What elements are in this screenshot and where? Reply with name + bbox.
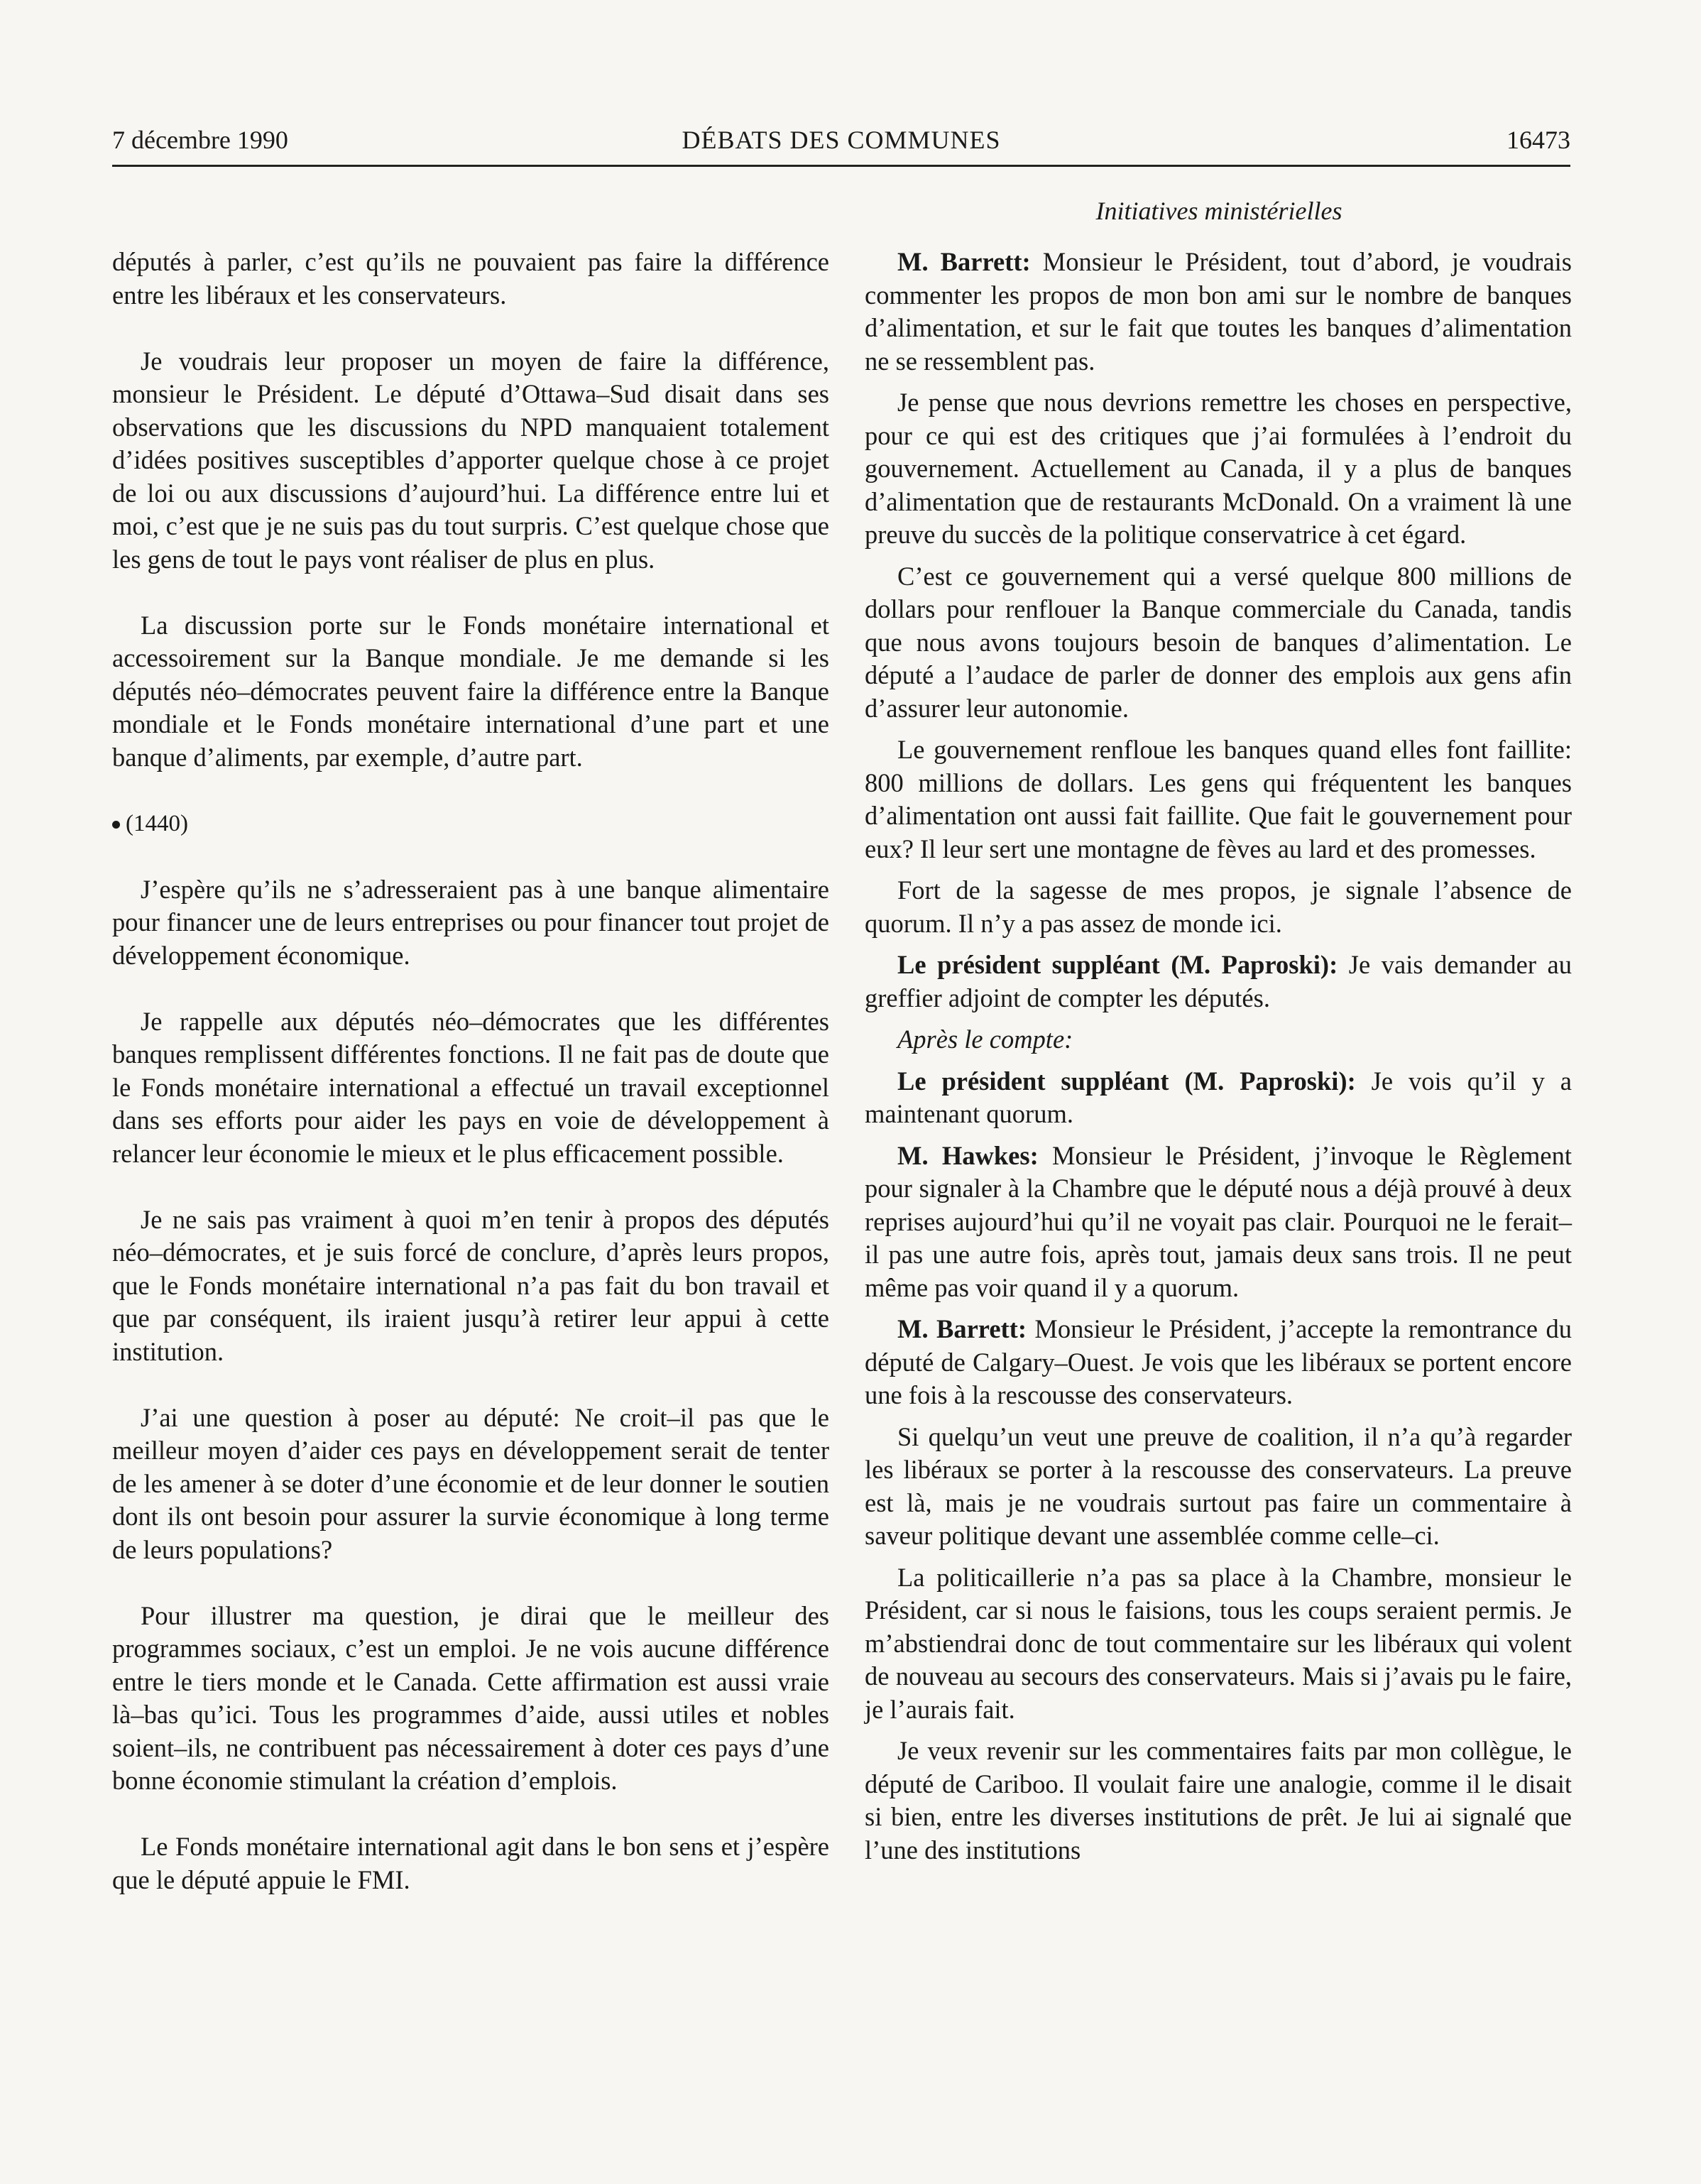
header-page-number: 16473: [1506, 126, 1570, 154]
paragraph: Si quelqu’un veut une preuve de coalition, il n’a qu’à regarder les libéraux se porter à la rescousse des conservateurs. La preuve est là, mais je ne voudrais surtout pas faire un commentaire à saveur politique devant une assemblée comme celle–ci.: [865, 1421, 1572, 1550]
paragraph: Le gouvernement renfloue les banques quand elles font faillite: 800 millions de dollars. Les gens qui fréquentent les banques d’alimentation ont aussi fait faillite. Que fait le gouvernement pour eux? Il leur sert une montagne de fèves au lard et des promesses.: [865, 735, 1572, 863]
procedural-note: Après le compte:: [897, 1025, 1073, 1054]
speech-text: Monsieur le Président, j’accepte la remontrance du député de Calgary–Ouest. Je vois que les libéraux se portent encore une fois à la rescousse des conservateurs.: [865, 1314, 1573, 1409]
speech-paragraph: [865, 1065, 1572, 1131]
paragraph: députés à parler, c’est qu’ils ne pouvaient pas faire la différence entre les libéraux et les conservateurs.: [112, 247, 829, 310]
paragraph: La politicaillerie n’a pas sa place à la Chambre, monsieur le Président, car si nous le faisions, tous les coups seraient permis. Je m’abstiendrai donc de tout commentaire sur les libéraux qui volent de nouveau au secours des conservateurs. Mais si j’avais pu le faire, je l’aurais fait.: [865, 1562, 1572, 1724]
paragraph: J’ai une question à poser au député: Ne croit–il pas que le meilleur moyen d’aider ces pays en développement serait de tenter de les amener à se doter d’une économie et de leur donner le soutien dont ils ont besoin pour assurer la survie économique à long terme de leurs populations?: [112, 1402, 829, 1564]
speaker-name: Le président suppléant (M. Paproski):: [897, 1066, 1356, 1096]
speech-paragraph: [865, 1140, 1572, 1305]
speaker-name: M. Barrett:: [897, 247, 1031, 276]
paragraph: J’espère qu’ils ne s’adresseraient pas à une banque alimentaire pour financer une de leurs entreprises ou pour financer tout projet de développement économique.: [112, 874, 829, 970]
timestamp: [112, 807, 829, 841]
speech-text: Je vois qu’il y a maintenant quorum.: [865, 1066, 1573, 1128]
header-title: DÉBATS DES COMMUNES: [682, 126, 1001, 154]
paragraph: Je ne sais pas vraiment à quoi m’en tenir à propos des députés néo–démocrates, et je suis forcé de conclure, d’après leurs propos, que le Fonds monétaire international n’a pas fait du bon travail et que par conséquent, ils iraient jusqu’à retirer leur appui à cette institution.: [112, 1204, 829, 1366]
paragraph: Je voudrais leur proposer un moyen de faire la différence, monsieur le Président. Le député d’Ottawa–Sud disait dans ses observations que les discussions du NPD manquaient totalement d’idées positives susceptibles d’apporter quelque chose à ce projet de loi ou aux discussions d’aujourd’hui. La différence entre lui et moi, c’est que je ne suis pas du tout surpris. C’est quelque chose que les gens de tout le pays vont réaliser de plus en plus.: [112, 346, 829, 574]
speech-paragraph: [865, 949, 1572, 1015]
speech-text: Je vais demander au greffier adjoint de compter les députés.: [865, 950, 1572, 1012]
paragraph: Je veux revenir sur les commentaires faits par mon collègue, le député de Cariboo. Il voulait faire une analogie, comme il le disait si bien, entre les diverses institutions de prêt. Je lui ai signalé que l’une des institutions: [865, 1736, 1572, 1864]
paragraph: La discussion porte sur le Fonds monétaire international et accessoirement sur la Banque mondiale. Je me demande si les députés néo–démocrates peuvent faire la différence entre la Banque mondiale et le Fonds monétaire international d’une part et une banque d’aliments, par exemple, d’autre part.: [112, 610, 829, 772]
paragraph: Fort de la sagesse de mes propos, je signale l’absence de quorum. Il n’y a pas assez de monde ici.: [865, 875, 1572, 938]
page-header: [112, 122, 1570, 167]
bullet-icon: [112, 821, 120, 829]
speech-paragraph: [865, 1313, 1572, 1412]
speech-paragraph: [865, 246, 1572, 378]
speaker-name: M. Hawkes:: [897, 1140, 1039, 1170]
paragraph: Pour illustrer ma question, je dirai que le meilleur des programmes sociaux, c’est un emploi. Je ne vois aucune différence entre le tiers monde et le Canada. Cette affirmation est aussi vraie là–bas qu’ici. Tous les programmes d’aide, aussi utiles et nobles soient–ils, ne contribuent pas nécessairement à doter ces pays d’une bonne économie stimulant la création d’emplois.: [112, 1600, 829, 1795]
paragraph: C’est ce gouvernement qui a versé quelque 800 millions de dollars pour renflouer la Banque commerciale du Canada, tandis que nous avons toujours besoin de banques d’alimentation. Le député a l’audace de parler de donner des emplois aux gens afin d’assurer leur autonomie.: [865, 561, 1572, 723]
timestamp-text: (1440): [126, 810, 188, 836]
speaker-name: Le président suppléant (M. Paproski):: [897, 950, 1338, 979]
paragraph: Je pense que nous devrions remettre les choses en perspective, pour ce qui est des critiques que j’ai formulées à l’endroit du gouvernement. Actuellement au Canada, il y a plus de banques d’alimentation que de restaurants McDonald. On a vraiment là une preuve du succès de la politique conservatrice à cet égard.: [865, 388, 1572, 549]
header-date: 7 décembre 1990: [112, 126, 288, 154]
paragraph: Je rappelle aux députés néo–démocrates que les différentes banques remplissent différentes fonctions. Il ne fait pas de doute que le Fonds monétaire international a effectué un travail exceptionnel dans ses efforts pour aider les pays en voie de développement à relancer leur économie le mieux et le plus efficacement possible.: [112, 1006, 829, 1168]
speech-text: Monsieur le Président, tout d’abord, je voudrais commenter les propos de mon bon ami sur le nombre de banques d’alimentation, et sur le fait que toutes les banques d’alimentation ne se ressemblent pas.: [865, 247, 1572, 376]
speaker-name: M. Barrett:: [897, 1314, 1027, 1343]
right-column: [865, 246, 1572, 1875]
section-rubric: Initiatives ministérielles: [1095, 197, 1342, 225]
paragraph: Le Fonds monétaire international agit dans le bon sens et j’espère que le député appuie le FMI.: [112, 1832, 829, 1894]
left-column: [112, 246, 829, 1930]
speech-text: Monsieur le Président, j’invoque le Règlement pour signaler à la Chambre que le député nous a déjà prouvé à deux reprises aujourd’hui qu’il ne voyait pas clair. Pourquoi ne le ferait–il pas une autre fois, après tout, jamais deux sans trois. Il ne peut même pas voir quand il y a quorum.: [865, 1140, 1573, 1302]
